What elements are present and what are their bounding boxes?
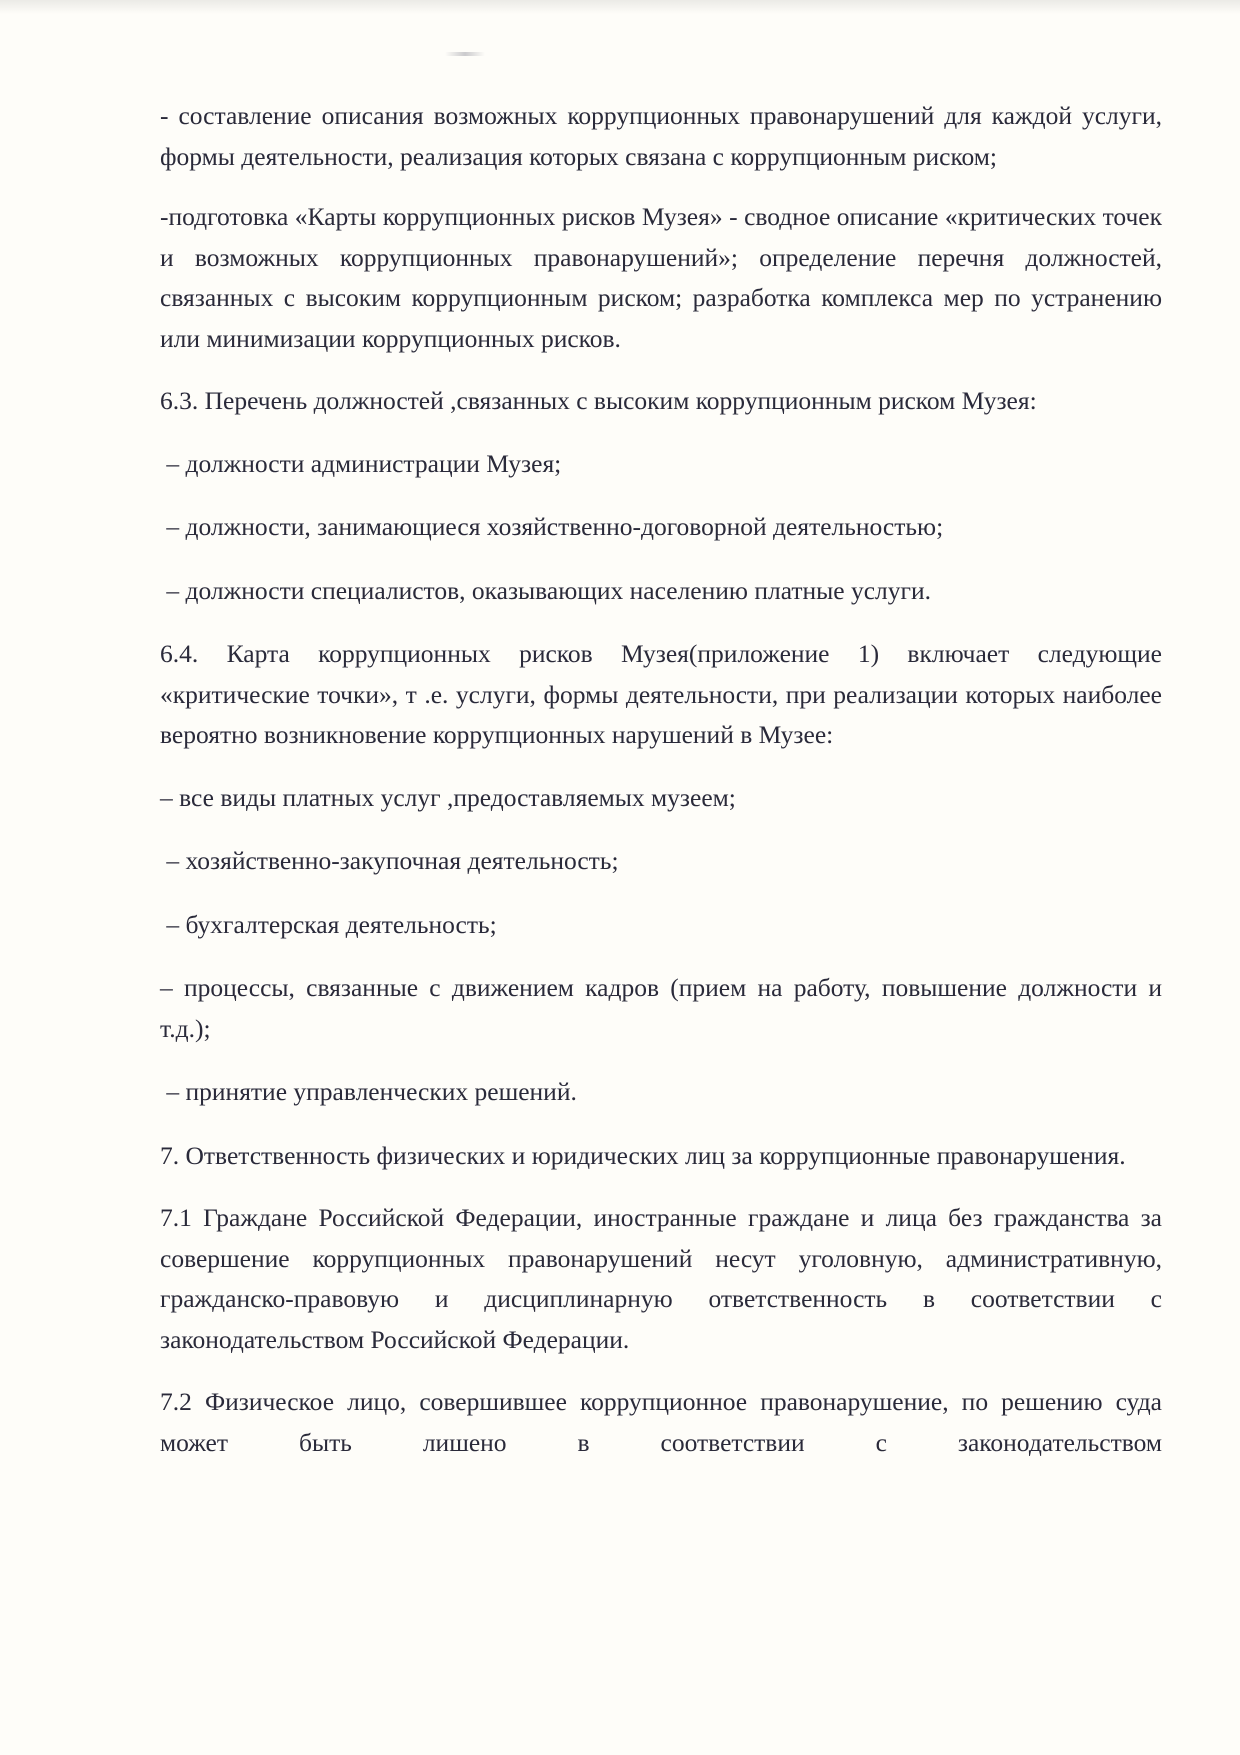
document-body — [160, 96, 1162, 1463]
scan-mark — [445, 52, 485, 56]
paragraph-7-2: 7.2 Физическое лицо, совершившее коррупционное правонарушение, по решению суда может быть лишено в соответствии с законодательством — [160, 1387, 1162, 1457]
list-item-accounting: – бухгалтерская деятельность; — [160, 909, 497, 939]
scan-edge — [0, 0, 1240, 14]
paragraph-6-3-heading: 6.3. Перечень должностей ,связанных с высоким коррупционным риском Музея: — [160, 386, 1037, 415]
paragraph-risk-map-preparation: -подготовка «Карты коррупционных рисков Музея» - сводное описание «критических точек и возможных коррупционных правонарушений»; определение перечня должностей, связанных с высоким коррупционным риском; разработка комплекса мер по устранению или минимизации коррупционных рисков. — [160, 202, 1162, 353]
list-item-management-decisions: – принятие управленческих решений. — [160, 1077, 577, 1106]
list-item-personnel: – процессы, связанные с движением кадров (прием на работу, повышение должности и т.д.); — [160, 973, 1162, 1043]
paragraph-risk-description: - составление описания возможных коррупционных правонарушений для каждой услуги, формы деятельности, реализация которых связана с коррупционным риском; — [160, 101, 1162, 171]
list-item-paid-services: – все виды платных услуг ,предоставляемых музеем; — [160, 782, 736, 812]
list-item-economic-contract: – должности, занимающиеся хозяйственно-договорной деятельностью; — [160, 512, 944, 541]
paragraph-6-4: 6.4. Карта коррупционных рисков Музея(приложение 1) включает следующие «критические точки», т .е. услуги, формы деятельности, при реализации которых наиболее вероятно возникновение коррупционных нарушений в Музее: — [160, 639, 1162, 749]
list-item-administration: – должности администрации Музея; — [160, 448, 562, 478]
section-7-heading: 7. Ответственность физических и юридических лиц за коррупционные правонарушения. — [160, 1140, 1126, 1170]
list-item-procurement: – хозяйственно-закупочная деятельность; — [160, 846, 619, 875]
list-item-paid-services-staff: – должности специалистов, оказывающих населению платные услуги. — [160, 575, 932, 605]
paragraph-7-1: 7.1 Граждане Российской Федерации, иностранные граждане и лица без гражданства за совершение коррупционных правонарушений несут уголовную, административную, гражданско-правовую и дисциплинарную ответственность в соответствии с законодательством Российской Федерации. — [160, 1203, 1162, 1354]
